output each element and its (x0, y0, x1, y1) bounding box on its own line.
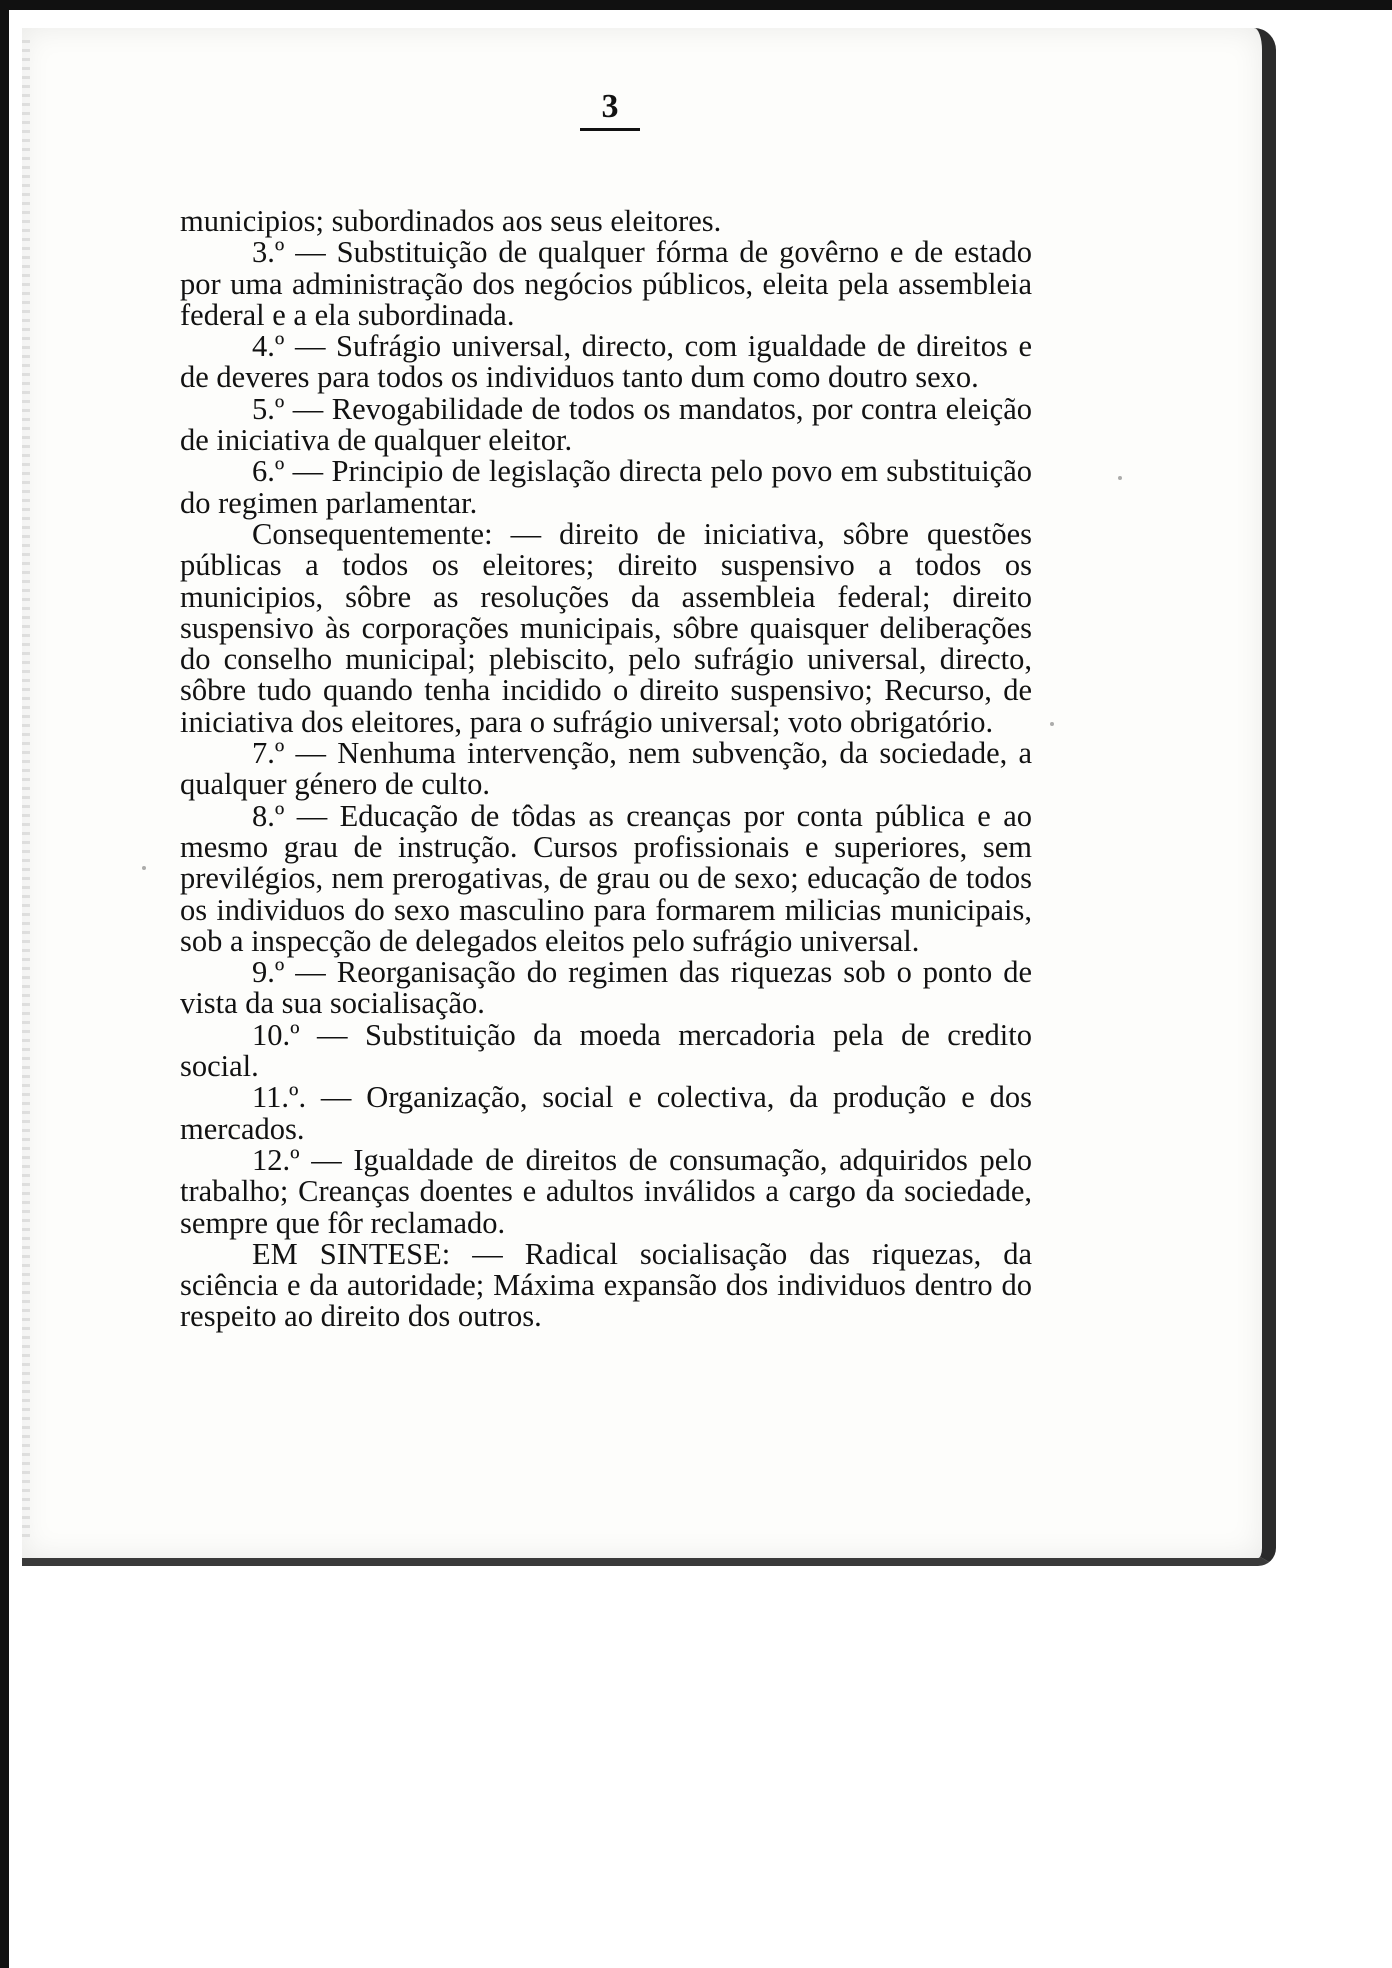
scan-frame-top (0, 0, 1392, 10)
page-sheet-edge (22, 40, 30, 1540)
ink-speck (1118, 476, 1122, 480)
paragraph-item-9: 9.º — Reorganisação do regimen das riquezas sob o ponto de vista da sua socialisação. (180, 955, 1032, 1021)
paragraph-continuation: municipios; subordinados aos seus eleitores. (180, 204, 722, 238)
paragraph-item-7: 7.º — Nenhuma intervenção, nem subvenção, da sociedade, a qualquer género de culto. (180, 736, 1032, 802)
paragraph-item-11: 11.º. — Organização, social e colectiva, da produção e dos mercados. (180, 1080, 1032, 1146)
paragraph-item-6: 6.º — Principio de legislação directa pelo povo em substituição do regimen parlamentar. (180, 454, 1032, 520)
paragraph-item-12: 12.º — Igualdade de direitos de consumação, adquiridos pelo trabalho; Creanças doentes e adultos inválidos a cargo da sociedade, sempre que fôr reclamado. (180, 1142, 1032, 1240)
paragraph-item-3: 3.º — Substituição de qualquer fórma de govêrno e de estado por uma administração dos negócios públicos, eleita pela assembleia federal e a ela subordinada. (180, 235, 1032, 332)
ink-speck (142, 866, 146, 870)
paragraph-consequentemente: Consequentemente: — direito de iniciativa, sôbre questões públicas a todos os eleitores; direito suspensivo a todos os municipios, sôbre as resoluções da assembleia federal; direito suspensivo às corporações municipais, sôbre quaisquer deliberações do conselho municipal; plebiscito, pelo sufrágio universal, directo, sôbre tudo quando tenha incidido o direito suspensivo; Recurso, de iniciativa dos eleitores, para o sufrágio universal; voto obrigatório. (180, 516, 1032, 739)
paragraph-item-8: 8.º — Educação de tôdas as creanças por conta pública e ao mesmo grau de instrução. Cursos profissionais e superiores, sem previlégios, nem prerogativas, de grau ou de sexo; educação de todos os individuos do sexo masculino para formarem milicias municipais, sob a inspecção de delegados eleitos pelo sufrágio universal. (180, 798, 1032, 958)
ink-speck (1050, 722, 1054, 726)
paragraph-item-5: 5.º — Revogabilidade de todos os mandatos, por contra eleição de iniciativa de qualquer eleitor. (180, 391, 1032, 458)
scan-frame-left (0, 0, 9, 1968)
body-text (180, 206, 1032, 1333)
paragraph-item-10: 10.º — Substituição da moeda mercadoria pela de credito social. (180, 1017, 1032, 1084)
paragraph-em-sintese: EM SINTESE: — Radical socialisação das riquezas, da sciência e da autoridade; Máxima expansão dos individuos dentro do respeito ao direito dos outros. (180, 1236, 1032, 1334)
page-number: 3 (580, 88, 640, 131)
paragraph-item-4: 4.º — Sufrágio universal, directo, com igualdade de direitos e de deveres para todos os individuos tanto dum como doutro sexo. (180, 329, 1032, 395)
